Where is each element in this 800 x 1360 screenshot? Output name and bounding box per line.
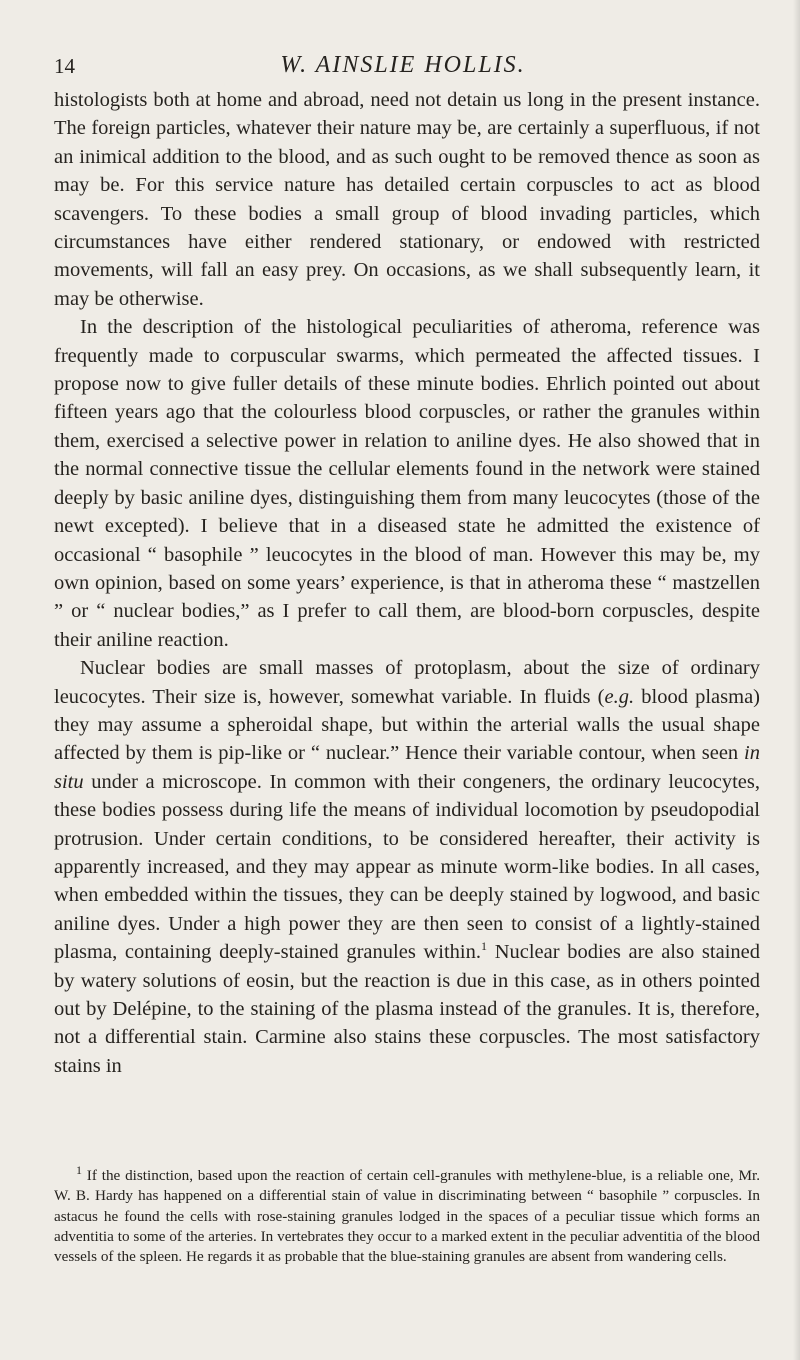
footnote-text: If the distinction, based upon the reaction of certain cell-granules with methylene-blue, is a reliable one, Mr. W. B. Hardy has happened on a differential stain of value in discriminating between “ basophile ” corpuscles. In astacus he found the cells with rose-staining granules lodged in the spaces of a peculiar tissue which forms an adventitia to some of the arteries. In vertebrates they occur to a marked extent in the peculiar adventitia of the blood vessels of the spleen. He regards it as probable that the blue-staining granules are absent from wandering cells.	[54, 1167, 760, 1266]
page-edge-shadow	[793, 0, 800, 1360]
running-head: W. AINSLIE HOLLIS.	[280, 52, 526, 78]
page-header	[54, 50, 752, 84]
page-number: 14	[54, 54, 75, 78]
eg-italic: e.g.	[604, 685, 635, 708]
footnotes	[54, 1162, 760, 1267]
paragraph-2: In the description of the histological peculiarities of atheroma, reference was frequently made to corpuscular swarms, which permeated the affected tissues. I propose now to give fuller details of these minute bodies. Ehrlich pointed out about fifteen years ago that the colourless blood corpuscles, or rather the granules within them, exercised a selective power in relation to aniline dyes. He also showed that in the normal connective tissue the cellular elements found in the network were stained deeply by basic aniline dyes, distinguishing them from many leucocytes (those of the newt excepted). I believe that in a diseased state he admitted the existence of occasional “ basophile ” leucocytes in the blood of man. However this may be, my own opinion, based on some years’ experience, is that in atheroma these “ mastzellen ” or “ nuclear bodies,” as I prefer to call them, are blood-born corpuscles, despite their aniline reaction.	[54, 316, 760, 651]
paragraph-3-text-c: under a microscope. In common with their congeners, the ordinary leucocytes, these bodies possess during life the means of individual locomotion by pseudopodial protrusion. Under certain conditions, to be considered hereafter, their activity is apparently increased, and they may appear as minute worm-like bodies. In all cases, when embedded within the tissues, they can be deeply stained by logwood, and basic aniline dyes. Under a high power they are then seen to consist of a lightly-stained plasma, containing deeply-stained granules within.	[54, 770, 760, 964]
paragraph-3-text-d: Nuclear bodies are also stained by watery solutions of eosin, but the reaction is due in this case, as in others pointed out by Delépine, to the staining of the plasma instead of the granules. It is, therefore, not a differential stain. Carmine also stains these corpuscles. The most satisfactory stains in	[54, 941, 760, 1077]
paragraph-3-text-b: blood plasma) they may assume a spheroidal shape, but within the arterial walls the usual shape affected by them is pip-like or “ nuclear.” Hence their variable contour, when seen	[54, 685, 760, 765]
paragraph-1: histologists both at home and abroad, need not detain us long in the present instance. The foreign particles, whatever their nature may be, are certainly a superfluous, if not an inimical addition to the blood, and as such ought to be removed thence as soon as may be. For this service nature has detailed certain corpuscles to act as blood scavengers. To these bodies a small group of blood invading particles, which circumstances have either rendered stationary, or endowed with restricted movements, will fall an easy prey. On occasions, as we shall subsequently learn, it may be otherwise.	[54, 89, 760, 310]
body-text	[54, 86, 760, 1080]
paragraph-3	[54, 654, 760, 1080]
in-situ-italic: in situ	[54, 742, 760, 793]
footnote-1	[54, 1162, 760, 1267]
paragraph-3-text-a: Nuclear bodies are small masses of protoplasm, about the size of ordinary leucocytes. Their size is, however, somewhat variable. In fluids (	[54, 657, 760, 708]
footnote-marker: 1	[76, 1162, 82, 1177]
footnote-reference: 1	[481, 939, 488, 954]
